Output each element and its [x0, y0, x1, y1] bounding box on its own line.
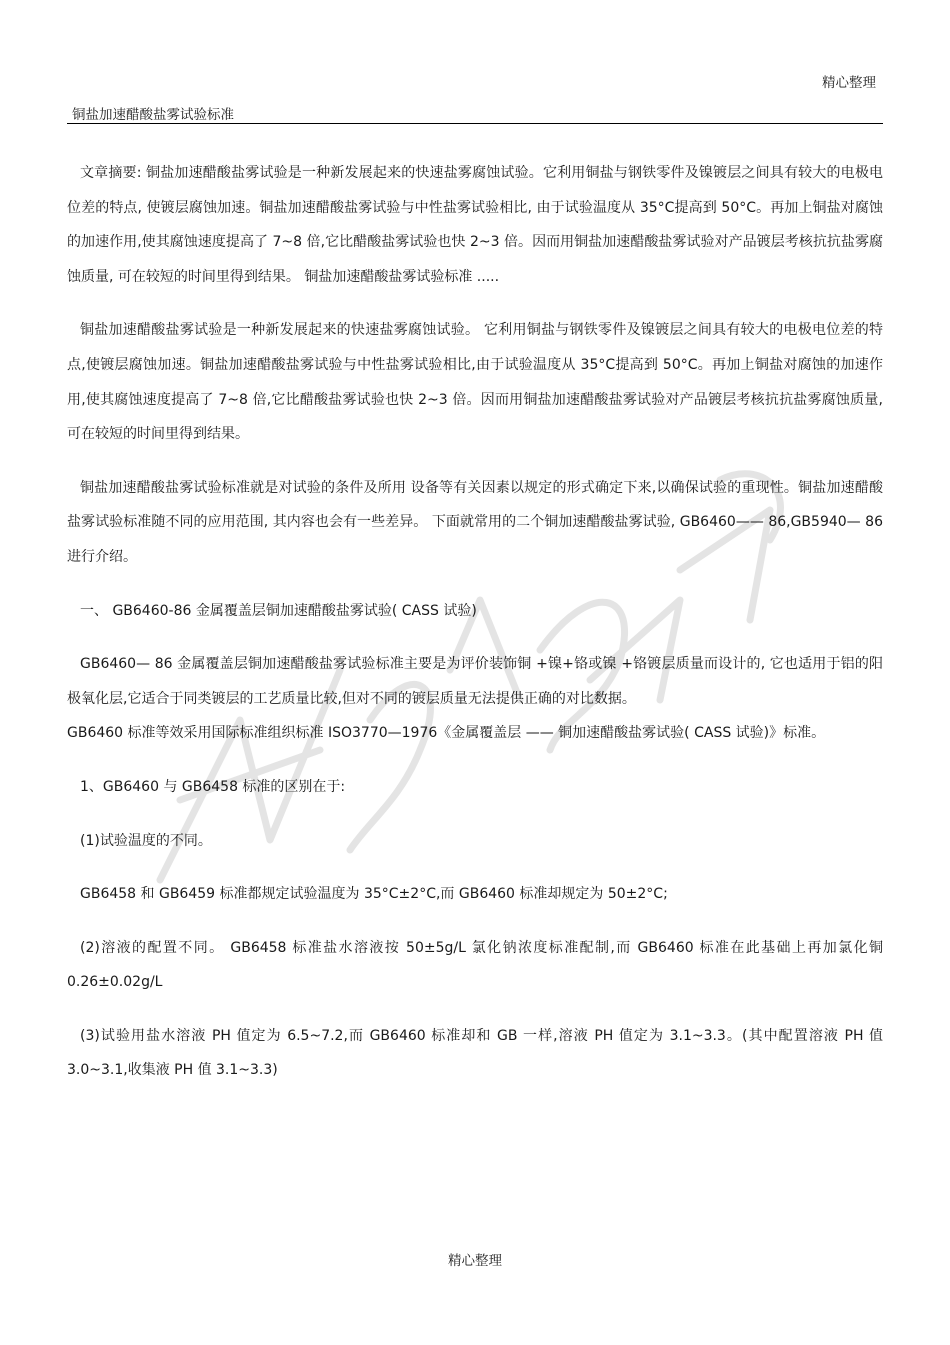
document-title: 铜盐加速醋酸盐雾试验标准: [72, 107, 234, 123]
difference-item-2: (2)溶液的配置不同。 GB6458 标准盐水溶液按 50±5g/L 氯化钠浓度标准配制,而 GB6460 标准在此基础上再加氯化铜 0.26±0.02g/L: [67, 939, 883, 991]
difference-item-3: (3)试验用盐水溶液 PH 值定为 6.5~7.2,而 GB6460 标准却和 GB 一样,溶液 PH 值定为 3.1~3.3。(其中配置溶液 PH 值 3.0~3.1,收集液 PH 值 3.1~3.3): [67, 1027, 883, 1079]
gb6460-iso-note: GB6460 标准等效采用国际标准组织标准 ISO3770—1976《金属覆盖层 —— 铜加速醋酸盐雾试验( CASS 试验)》标准。: [67, 725, 826, 742]
document-body: [67, 156, 883, 1088]
difference-item-1: (1)试验温度的不同。: [80, 832, 212, 849]
intro-paragraph: 铜盐加速醋酸盐雾试验是一种新发展起来的快速盐雾腐蚀试验。 它利用铜盐与钢铁零件及镍镀层之间具有较大的电极电位差的特点,使镀层腐蚀加速。铜盐加速醋酸盐雾试验与中性盐雾试验相比,由于试验温度从 35°C提高到 50°C。再加上铜盐对腐蚀的加速作用,使其腐蚀速度提高了 7~8 倍,它比醋酸盐雾试验也快 2~3 倍。因而用铜盐加速醋酸盐雾试验对产品镀层考核抗抗盐雾腐蚀质量,可在较短的时间里得到结果。: [67, 322, 883, 443]
standard-paragraph: 铜盐加速醋酸盐雾试验标准就是对试验的条件及所用 设备等有关因素以规定的形式确定下来,以确保试验的重现性。铜盐加速醋酸盐雾试验标准随不同的应用范围, 其内容也会有一些差异。 下面就常用的二个铜加速醋酸盐雾试验, GB6460—— 86,GB5940— 86 进行介绍。: [67, 479, 883, 565]
section-heading: 一、 GB6460-86 金属覆盖层铜加速醋酸盐雾试验( CASS 试验): [80, 602, 477, 619]
footer-tag: 精心整理: [448, 1253, 502, 1269]
header-divider: [67, 123, 883, 124]
difference-heading: 1、GB6460 与 GB6458 标准的区别在于:: [80, 778, 346, 795]
gb6460-description: GB6460— 86 金属覆盖层铜加速醋酸盐雾试验标准主要是为评价装饰铜 +镍+铬或镍 +铬镀层质量而设计的, 它也适用于铝的阳极氧化层,它适合于同类镀层的工艺质量比较,但对不同的镀层质量无法提供正确的对比数据。: [67, 656, 883, 707]
abstract-paragraph: 文章摘要: 铜盐加速醋酸盐雾试验是一种新发展起来的快速盐雾腐蚀试验。它利用铜盐与钢铁零件及镍镀层之间具有较大的电极电位差的特点, 使镀层腐蚀加速。铜盐加速醋酸盐雾试验与中性盐雾试验相比, 由于试验温度从 35°C提高到 50°C。再加上铜盐对腐蚀的加速作用,使其腐蚀速度提高了 7~8 倍,它比醋酸盐雾试验也快 2~3 倍。因而用铜盐加速醋酸盐雾试验对产品镀层考核抗抗盐雾腐蚀质量, 可在较短的时间里得到结果。 铜盐加速醋酸盐雾试验标准 .....: [67, 165, 883, 285]
header-tag: 精心整理: [822, 75, 876, 91]
temperature-paragraph: GB6458 和 GB6459 标准都规定试验温度为 35°C±2°C,而 GB6460 标准却规定为 50±2°C;: [80, 886, 668, 903]
